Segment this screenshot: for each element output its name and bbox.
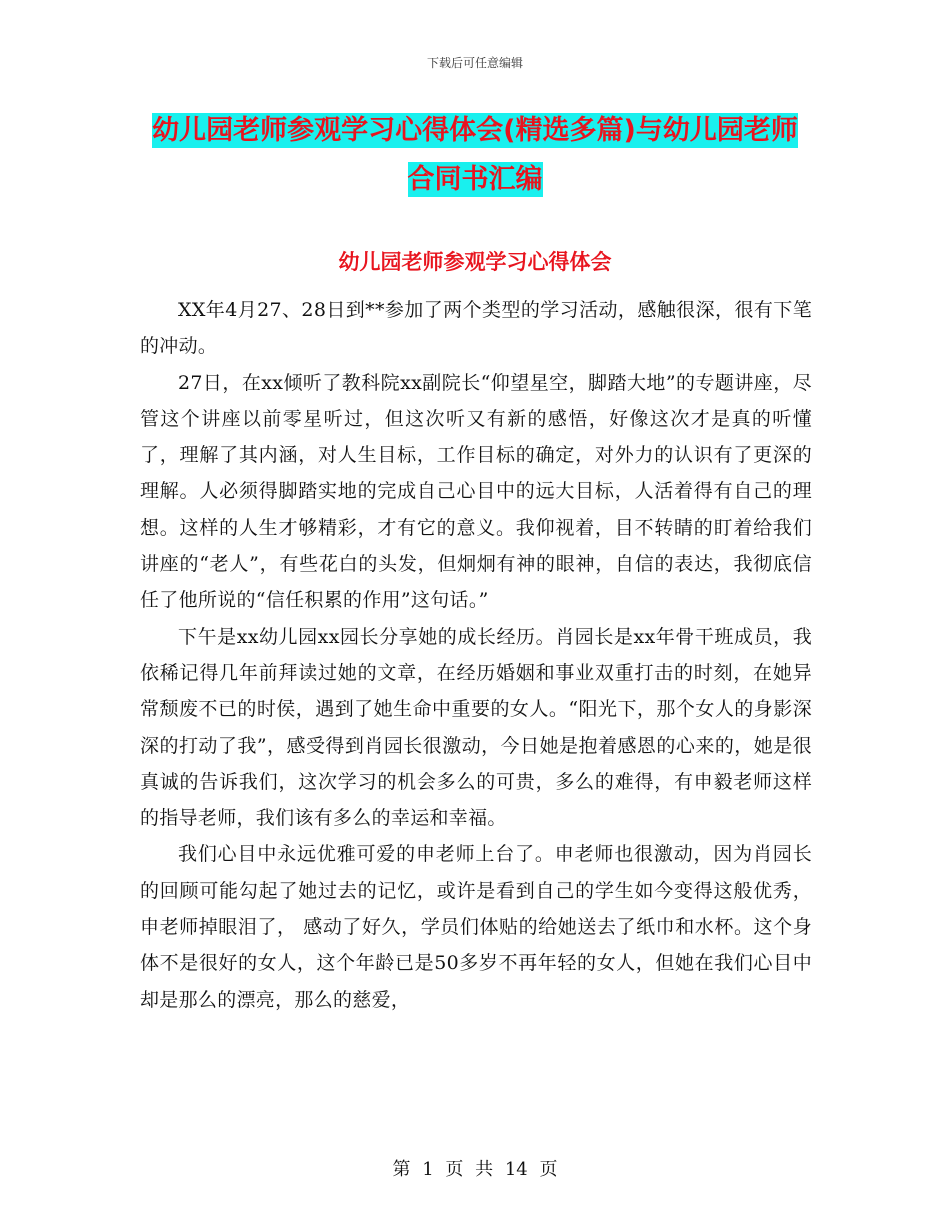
paragraph-4: 我们心目中永远优雅可爱的申老师上台了。申老师也很激动，因为肖园长的回顾可能勾起了她过去的记忆，或许是看到自己的学生如今变得这般优秀，申老师掉眼泪了， 感动了好久，学员们体贴的给她送去了纸巾和水杯。这个身体不是很好的女人，这个年龄已是50多岁不再年轻的女人，但她在我们心目中却是那么的漂亮，那么的慈爱， [140,843,812,1011]
paragraph-2: 27日，在xx倾听了教科院xx副院长“仰望星空，脚踏大地”的专题讲座，尽管这个讲座以前零星听过，但这次听又有新的感悟，好像这次才是真的听懂了，理解了其内涵，对人生目标，工作目标的确定，对外力的认识有了更深的理解。人必须得脚踏实地的完成自己心目中的远大目标，人活着得有自己的理想。这样的人生才够精彩，才有它的意义。我仰视着，目不转睛的盯着给我们讲座的“老人”，有些花白的头发，但炯炯有神的眼神，自信的表达，我彻底信任了他所说的“信任积累的作用”这句话。” [140,371,812,612]
paragraph-3: 下午是xx幼儿园xx园长分享她的成长经历。肖园长是xx年骨干班成员，我依稀记得几年前拜读过她的文章，在经历婚姻和事业双重打击的时刻，在她异常颓废不已的时侯，遇到了她生命中重要的女人。“阳光下，那个女人的身影深深的打动了我”，感受得到肖园长很激动，今日她是抱着感恩的心来的，她是很真诚的告诉我们，这次学习的机会多么的可贵，多么的难得，有申毅老师这样的指导老师，我们该有多么的幸运和幸福。 [140,625,812,830]
section-title: 幼儿园老师参观学习心得体会 [338,250,612,274]
page-number-footer: 第 1 页 共 14 页 [392,1159,558,1180]
header-note: 下载后可任意编辑 [426,56,523,70]
document-title [140,106,810,204]
document-title-text: 幼儿园老师参观学习心得体会(精选多篇)与幼儿园老师合同书汇编 [152,115,798,195]
paragraph-1: XX年4月27、28日到**参加了两个类型的学习活动，感触很深，很有下笔的冲动。 [140,299,812,358]
document-body [140,292,812,1018]
